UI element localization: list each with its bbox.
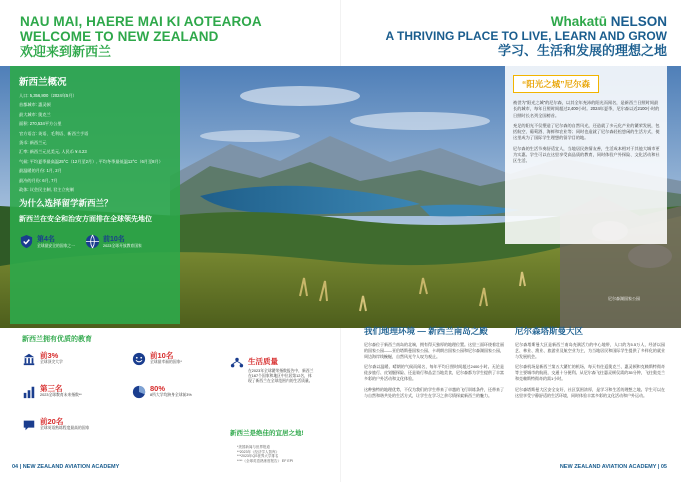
- pie-chart-icon: [132, 385, 146, 399]
- stat-top-universities: [22, 352, 63, 366]
- safety-rank-line: 新西兰在安全和治安方面排在全球领先地位: [19, 216, 152, 224]
- stat-desc: 8所大学均跻身全球前3%: [150, 393, 192, 397]
- stat-university-ranking: [132, 385, 192, 399]
- environment-column: [364, 325, 504, 403]
- overview-panel: [10, 66, 180, 324]
- university-icon: [22, 352, 36, 366]
- footnote-line: *美国新闻与世界报道: [237, 445, 270, 449]
- sunny-paragraph: 充足的阳光不仅塑造了尼尔森的自然风光，还造就了多元化产业的繁荣发展，包括航空、葡萄酒、海鲜和农业等；同时也造就了尼尔森轻松悠闲的生活方式，使这里成为了国际学生理想的留学目的地。: [513, 122, 660, 141]
- quality-desc: 在2023年全球繁荣指数报告中，新西兰在167个国家和地区中位居第12名，体现了新西兰在全球范围内的生活质量。: [248, 369, 314, 384]
- footer-right: NEW ZEALAND AVIATION ACADEMY | 05: [559, 464, 667, 470]
- overview-fact: 最温暖的月份: 1月, 2月: [19, 168, 62, 174]
- stat-value: 前3%: [40, 351, 59, 360]
- quality-of-life: [230, 356, 315, 385]
- quality-row: [230, 356, 315, 385]
- footnote-line: ****《全球英语熟练度报告》 EF EPI: [237, 458, 294, 463]
- stat-english-proficiency: [22, 418, 89, 432]
- header-left: [20, 14, 340, 60]
- stat-value: 前20名: [40, 417, 64, 426]
- nelson-tasman-paragraph: 尼尔森塔斯曼大区是新西兰南岛充满活力的中心地带，人口约为5.5万人，经济以园艺、林业、渔业、旅游业及航空业为主，为当地居民和国际学生提供了多样化的就业与发展机会。: [515, 342, 665, 360]
- badge-open-education-desc: 2023全球开放教育国家: [102, 244, 142, 249]
- stat-education-index: [22, 385, 82, 399]
- badge-safest-value: 第4名: [37, 236, 55, 244]
- quality-title: 生活质量: [248, 357, 278, 366]
- badge-safest-desc: 全球最安全的国家之一: [37, 244, 75, 249]
- badge-safest: [19, 234, 75, 249]
- overview-fact: 人口: 5,356,800（2024年5月）: [19, 93, 77, 98]
- overview-fact: 汇率: 新西兰元兑美元, 人民币 ¥ 4.23: [19, 149, 87, 155]
- overview-fact: 最冷的月份: 6月, 7月: [19, 177, 58, 183]
- sunny-nelson-box: [505, 66, 667, 244]
- header-right-title: [337, 14, 667, 29]
- overview-fact: 政体: 议会民主制, 君主立宪制: [19, 186, 74, 192]
- overview-fact: 面积: 270,534平方公里: [19, 121, 62, 127]
- why-study-title: 为什么选择留学新西兰？: [19, 198, 113, 209]
- footnote-line: ***2023年QS世界大学排名: [237, 454, 279, 459]
- header-left-english: WELCOME TO NEW ZEALAND: [20, 29, 219, 44]
- bar-chart-icon: [22, 385, 36, 399]
- footer-left: 04 | NEW ZEALAND AVIATION ACADEMY: [12, 464, 120, 470]
- livable-slogan: 新西兰是绝佳的宜居之地!: [230, 430, 304, 437]
- nelson-tasman-title: 尼尔森塔斯曼大区: [515, 326, 584, 336]
- stat-desc: 全球英语熟练程度最高的国家: [40, 426, 90, 430]
- stat-value: 前10名: [150, 351, 174, 360]
- stat-value: 80%: [150, 384, 166, 393]
- overview-fact: 货币: 新西兰元: [19, 139, 47, 145]
- stat-desc: 全球顶尖大学: [40, 360, 63, 364]
- photo-caption: 尼尔森湖国家公园: [608, 296, 640, 301]
- stat-value: 第三名: [40, 384, 63, 393]
- overview-title: 新西兰概况: [19, 77, 67, 88]
- people-network-icon: [230, 356, 244, 370]
- stat-desc: 全球最幸福的国家*: [150, 360, 182, 364]
- environment-paragraph: 尼尔森位于新西兰南岛的北端，拥有得天独厚的地理位置。这里三面环绕着壮丽的国家公园——亚伯塔斯曼国家公园、卡胡朗吉国家公园和尼尔森湖国家公园，周边海岸线蜿蜒，自然风光令人叹为观止。: [364, 342, 504, 360]
- education-section: [22, 334, 322, 352]
- nelson-tasman-column: [515, 325, 665, 403]
- sunny-nelson-tag: “阳光之城”尼尔森: [513, 75, 599, 93]
- footnote-line: **2023年《经济学人智库》: [237, 449, 280, 454]
- stat-desc: 2023全球教育未来指数**: [40, 393, 82, 397]
- globe-icon: [85, 234, 100, 249]
- nelson-tasman-paragraph: 尼尔森机场是新西兰第五大繁忙的机场，每天有往返奥克兰、惠灵顿和克赖斯特彻奇等主要城市的航班，交通十分便利。从尼尔森飞往惠灵顿仅需约35分钟，飞往奥克兰和克赖斯特彻奇约需1小时。: [515, 364, 665, 382]
- overview-fact: 最大城市: 奥克兰: [19, 111, 51, 117]
- shield-check-icon: [19, 234, 34, 249]
- badge-open-education: [85, 234, 142, 249]
- badge-open-education-value: 前10名: [102, 236, 125, 244]
- chat-bubble-icon: [22, 418, 36, 432]
- footnotes: [237, 445, 293, 463]
- header-left-chinese: 欢迎来到新西兰: [20, 44, 112, 59]
- overview-fact: 首都城市: 惠灵顿: [19, 102, 51, 108]
- education-title: 新西兰拥有优质的教育: [22, 336, 92, 343]
- header-right-nelson: NELSON: [610, 14, 667, 29]
- environment-paragraph: 这种独特的地理优势，不仅为我们的学生带来了卓越的飞行训练条件，还带来了与自然和谐共处的生活方式，让学生在学习之余尽情探索新西兰的魅力。: [364, 386, 504, 398]
- stat-happiest-country: [132, 352, 182, 366]
- environment-paragraph: 尼尔森以温暖、晴朗的气候而闻名，每年平均日照时间超过2400小时。无论是徒步旅行、皮划艇探险、还是骑行和品尝当地美食，尼尔森都为学生提供了丰富多彩的户外活动和文化体验。: [364, 364, 504, 382]
- header-right: [337, 14, 667, 59]
- nelson-tasman-paragraph: 尼尔森塔斯曼大区安全友好，社区氛围浓厚，是学习和生活的理想之地。学生可以在这里享受宁静舒适的生活环境，同时体验丰富多彩的文化活动和户外运动。: [515, 386, 665, 398]
- smiley-icon: [132, 352, 146, 366]
- overview-fact: 官方语言: 英语、毛利语、新西兰手语: [19, 130, 89, 136]
- sunny-paragraph: 尼尔森的生活节奏舒适宜人，当地居民热情友善，生活成本相对于其他大城市更为实惠。学生可以在这里享受高品质的教育，同时体验户外探险、文化活动和社区生活。: [513, 145, 660, 164]
- header-right-english: A THRIVING PLACE TO LIVE, LEARN AND GROW: [385, 29, 667, 43]
- safety-badges: [19, 234, 172, 249]
- header-right-chinese: 学习、生活和发展的理想之地: [497, 43, 667, 58]
- header-right-maori: Whakatū: [550, 14, 611, 29]
- overview-fact: 气候: 平均夏季最高温25°C（12月至2月）, 平均冬季最低温12°C（6月至8月）: [19, 158, 163, 164]
- sunny-paragraph: 被誉为“阳光之城”的尼尔森，以其全年充沛的阳光而闻名，是新西兰日照时间最长的城市，每年日照时间超过2,400小时。2024年夏季，尼尔森以近2100小时的日照时长名列全国榜首。: [513, 100, 660, 118]
- environment-title: 我们地理环境 — 新西兰南岛之殿: [364, 326, 488, 336]
- header-left-maori: NAU MAI, HAERE MAI KI AOTEAROA: [20, 14, 262, 29]
